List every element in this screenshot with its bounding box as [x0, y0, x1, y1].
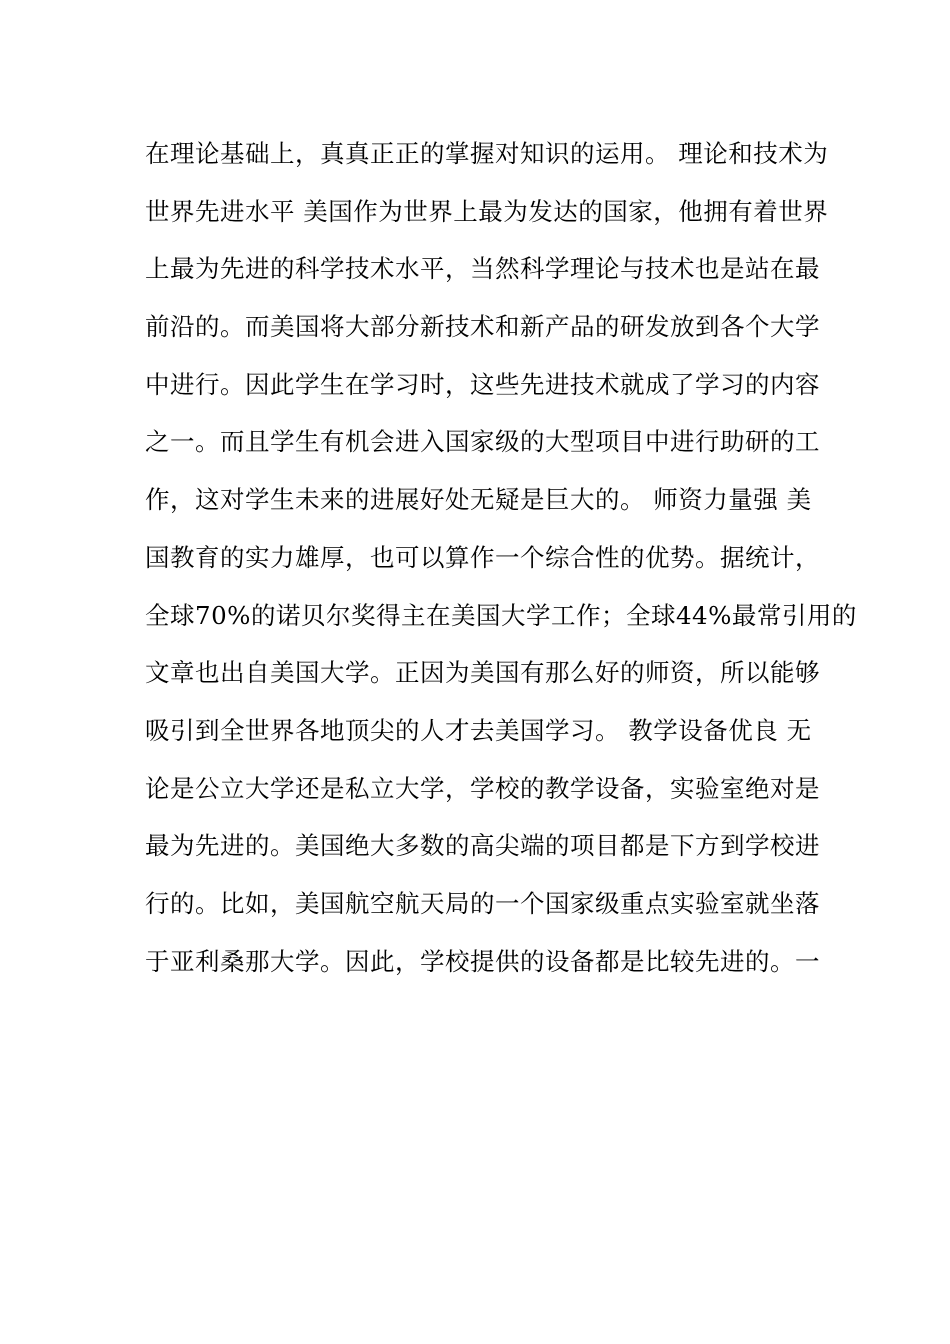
text-line: 中进行。因此学生在学习时，这些先进技术就成了学习的内容 — [145, 369, 820, 399]
text-line: 前沿的。而美国将大部分新技术和新产品的研发放到各个大学 — [145, 312, 820, 342]
body-text — [145, 130, 857, 995]
text-line: 行的。比如，美国航空航天局的一个国家级重点实验室就坐落 — [145, 888, 820, 918]
text-line: 世界先进水平 美国作为世界上最为发达的国家，他拥有着世界 — [145, 196, 829, 226]
text-line: 全球70%的诺贝尔奖得主在美国大学工作；全球44%最常引用的 — [145, 600, 857, 630]
text-line: 之一。而且学生有机会进入国家级的大型项目中进行助研的工 — [145, 427, 820, 457]
text-line: 在理论基础上，真真正正的掌握对知识的运用。 理论和技术为 — [145, 139, 829, 168]
text-line: 最为先进的。美国绝大多数的高尖端的项目都是下方到学校进 — [145, 831, 820, 861]
text-line: 文章也出自美国大学。正因为美国有那么好的师资，所以能够 — [145, 658, 820, 688]
text-line: 吸引到全世界各地顶尖的人才去美国学习。 教学设备优良 无 — [145, 715, 812, 745]
text-line: 上最为先进的科学技术水平，当然科学理论与技术也是站在最 — [145, 254, 820, 284]
text-line: 于亚利桑那大学。因此，学校提供的设备都是比较先进的。一 — [145, 946, 820, 976]
text-line: 论是公立大学还是私立大学，学校的教学设备，实验室绝对是 — [145, 773, 820, 803]
text-line: 作，这对学生未来的进展好处无疑是巨大的。 师资力量强 美 — [145, 485, 812, 515]
text-line: 国教育的实力雄厚，也可以算作一个综合性的优势。据统计， — [145, 542, 820, 572]
